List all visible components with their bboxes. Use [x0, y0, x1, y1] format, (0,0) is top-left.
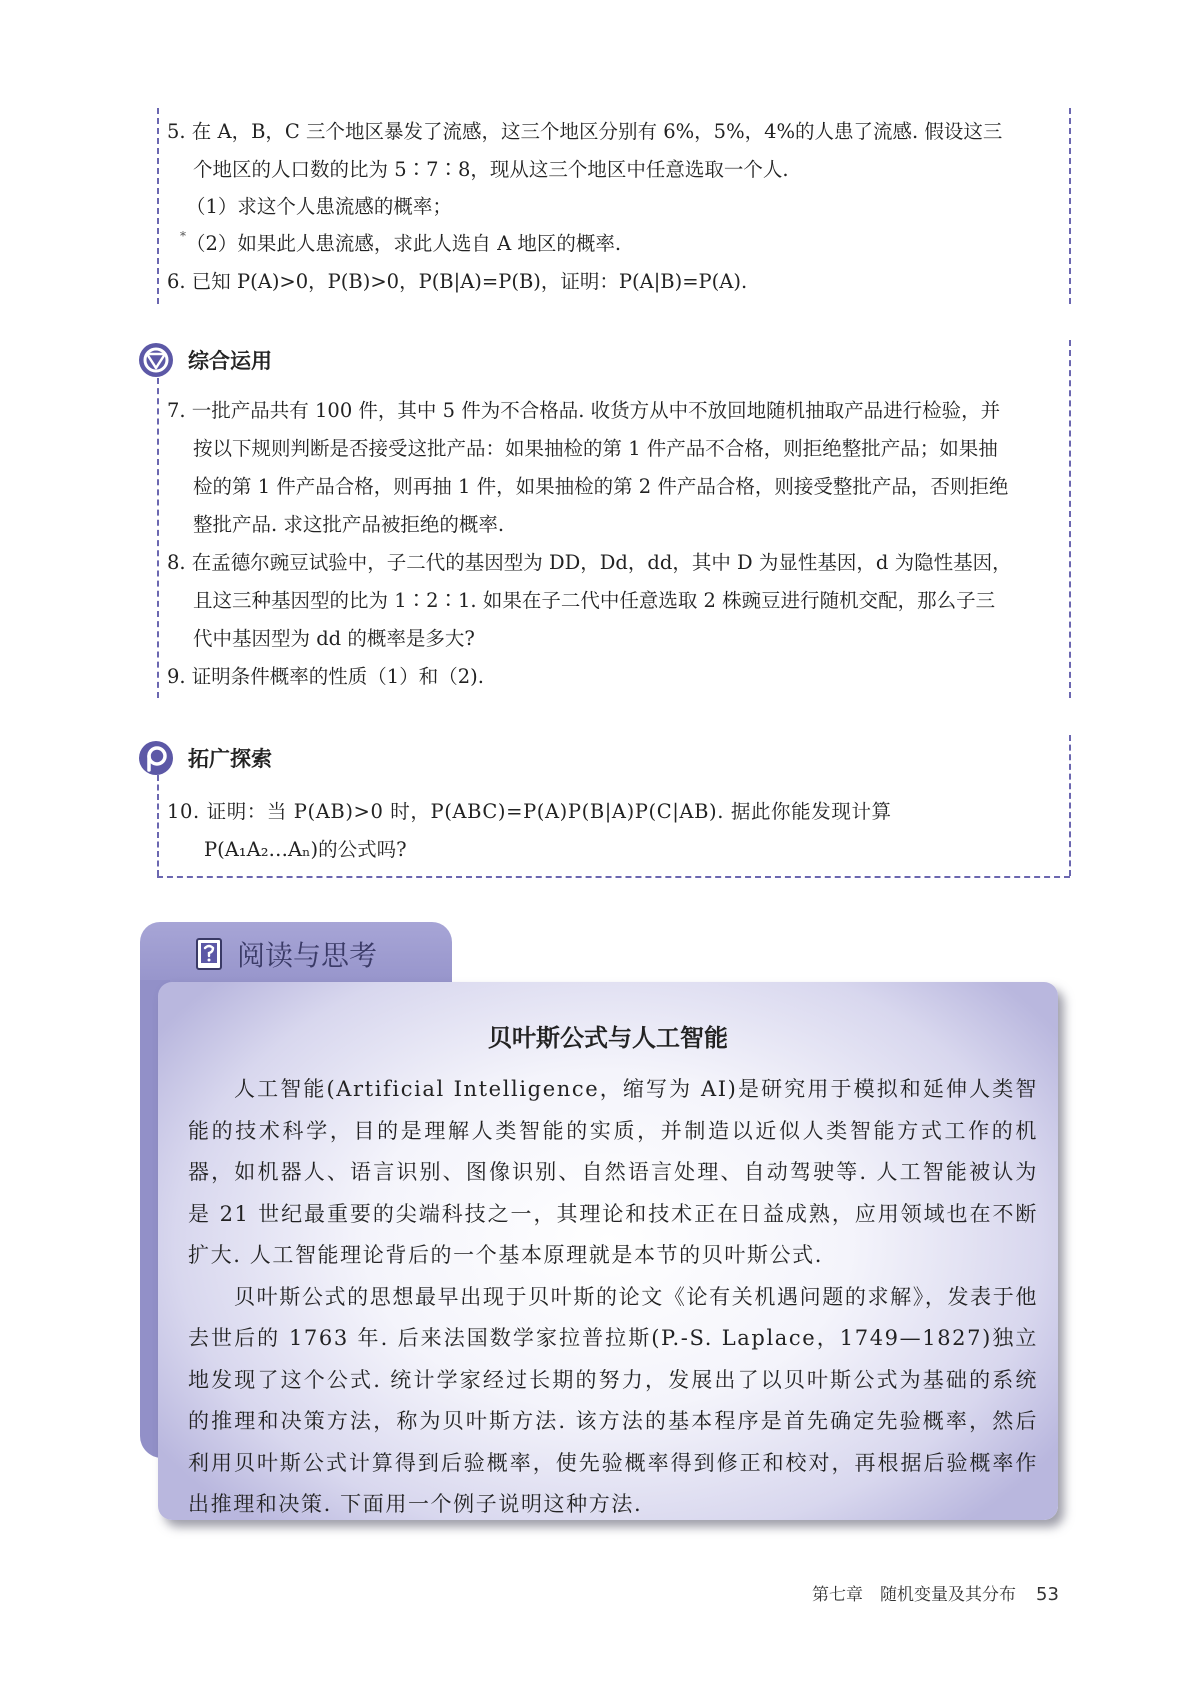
section-comprehensive-header	[138, 342, 272, 378]
q5-line2: 个地区的人口数的比为 5∶7∶8，现从这三个地区中任意选取一个人.	[193, 158, 789, 181]
circle-p-icon	[138, 740, 174, 776]
reading-body	[188, 1069, 1038, 1526]
section-explore-title: 拓广探索	[188, 747, 272, 771]
q10-line2: P(A₁A₂…Aₙ)的公式吗?	[204, 838, 407, 861]
frame-left-top	[157, 108, 159, 304]
q9-line1: 9. 证明条件概率的性质（1）和（2).	[167, 665, 484, 688]
page-footer	[812, 1580, 1059, 1605]
section-explore-header	[138, 740, 272, 776]
q10-line1: 10. 证明：当 P(AB)>0 时，P(ABC)=P(A)P(B|A)P(C|AB). 据此你能发现计算	[167, 800, 892, 823]
chapter-label: 第七章 随机变量及其分布	[812, 1585, 1016, 1605]
section-comprehensive-title: 综合运用	[188, 349, 272, 373]
q8-line3: 代中基因型为 dd 的概率是多大?	[193, 627, 475, 650]
q6-line1: 6. 已知 P(A)>0，P(B)>0，P(B|A)=P(B)，证明：P(A|B)=P(A).	[167, 270, 748, 293]
q7-line4: 整批产品. 求这批产品被拒绝的概率.	[193, 513, 505, 536]
q5-line1: 5. 在 A，B，C 三个地区暴发了流感，这三个地区分别有 6%，5%，4%的人患了流感. 假设这三	[167, 120, 1003, 143]
frame-left-bottom	[157, 775, 159, 876]
triangle-circle-icon	[138, 342, 174, 378]
reading-tab-header	[195, 934, 377, 974]
q7-line2: 按以下规则判断是否接受这批产品：如果抽检的第 1 件产品不合格，则拒绝整批产品；如果抽	[193, 437, 998, 460]
frame-bottom	[157, 876, 1070, 878]
q7-line3: 检的第 1 件产品合格，则再抽 1 件，如果抽检的第 2 件产品合格，则接受整批产品，否则拒绝	[193, 475, 1009, 498]
q5-star: *	[180, 229, 186, 243]
reading-title: 贝叶斯公式与人工智能	[488, 1024, 728, 1052]
frame-right-bottom	[1069, 735, 1071, 876]
frame-left-mid	[157, 378, 159, 698]
book-icon	[195, 937, 225, 971]
reading-paragraph-1: 人工智能(Artificial Intelligence，缩写为 AI)是研究用于模拟和延伸人类智能的技术科学，目的是理解人类智能的实质，并制造以近似人类智能方式工作的机器，如机器人、语言识别、图像识别、自然语言处理、自动驾驶等. 人工智能被认为是 21 世纪最重要的尖端科技之一，其理论和技术正在日益成熟，应用领域也在不断扩大. 人工智能理论背后的一个基本原理就是本节的贝叶斯公式.	[188, 1077, 1038, 1267]
frame-right-top	[1069, 108, 1071, 304]
reading-paragraph-2: 贝叶斯公式的思想最早出现于贝叶斯的论文《论有关机遇问题的求解》，发表于他去世后的 1763 年. 后来法国数学家拉普拉斯(P.-S. Laplace，1749—1827)独立地发现了这个公式. 统计学家经过长期的努力，发展出了以贝叶斯公式为基础的系统的推理和决策方法，称为贝叶斯方法. 该方法的基本程序是首先确定先验概率，然后利用贝叶斯公式计算得到后验概率，使先验概率得到修正和校对，再根据后验概率作出推理和决策. 下面用一个例子说明这种方法.	[188, 1284, 1038, 1516]
reading-tab-title: 阅读与思考	[237, 939, 378, 972]
page-number: 53	[1036, 1584, 1059, 1605]
q5-sub2: （2）如果此人患流感，求此人选自 A 地区的概率.	[186, 232, 622, 255]
q8-line1: 8. 在孟德尔豌豆试验中，子二代的基因型为 DD，Dd，dd，其中 D 为显性基因，d 为隐性基因，	[167, 551, 1012, 574]
frame-right-mid	[1069, 340, 1071, 698]
q5-sub1: （1）求这个人患流感的概率；	[186, 195, 452, 218]
q8-line2: 且这三种基因型的比为 1∶2∶1. 如果在子二代中任意选取 2 株豌豆进行随机交配，那么子三	[193, 589, 996, 612]
q7-line1: 7. 一批产品共有 100 件，其中 5 件为不合格品. 收货方从中不放回地随机抽取产品进行检验，并	[167, 399, 1001, 422]
